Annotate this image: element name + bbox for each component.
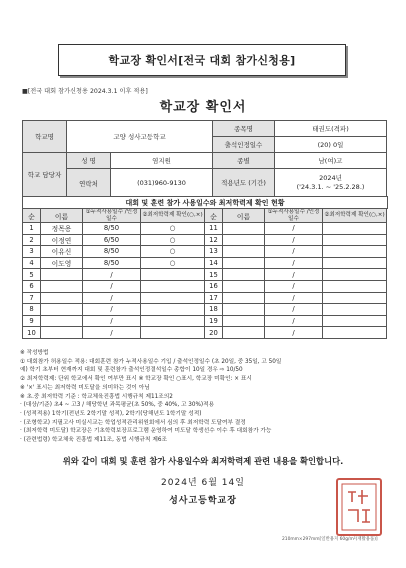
writing-guide <box>20 349 390 445</box>
row-days: / <box>265 315 323 327</box>
contact-label: 연락처 <box>67 169 111 198</box>
principal-signature: 성사고등학교장 <box>169 496 237 506</box>
row-min-check <box>141 269 205 281</box>
row-days: / <box>265 246 323 258</box>
row-name: 이정연 <box>41 234 83 246</box>
row-name <box>41 269 83 281</box>
col-min: ②최저학력제 확인(○,×) <box>141 209 205 223</box>
row-min-check <box>141 292 205 304</box>
table-row <box>23 304 387 316</box>
col-days-right: ①누적사용일수 /인정일수 <box>265 209 323 223</box>
row-name: 이유신 <box>41 246 83 258</box>
guide-line: ※ '×' 표시는 최저학력 미도달을 의미하는 것이 아님 <box>20 384 150 391</box>
row-min-check <box>323 234 387 246</box>
period-range: ('24.3.1. ~ '25.2.28.) <box>296 183 365 191</box>
row-days: 8/50 <box>83 246 141 258</box>
table-row <box>23 280 387 292</box>
row-days: / <box>83 327 141 339</box>
period-value <box>275 169 387 198</box>
row-min-check: ○ <box>141 257 205 269</box>
row-min-check <box>141 280 205 292</box>
table-row <box>23 315 387 327</box>
row-days: / <box>265 234 323 246</box>
position-label: 종별 <box>213 153 275 169</box>
row-number: 19 <box>205 315 223 327</box>
row-min-check <box>323 304 387 316</box>
row-days: / <box>83 269 141 281</box>
name-label: 성 명 <box>67 153 111 169</box>
applicability-note: ■[전국 대회 참가신청용 2024.3.1 이후 적용] <box>22 88 148 95</box>
row-min-check: ○ <box>141 246 205 258</box>
row-min-check <box>323 280 387 292</box>
row-days: / <box>265 304 323 316</box>
row-days: 8/50 <box>83 257 141 269</box>
official-seal <box>336 478 382 536</box>
row-name <box>223 292 265 304</box>
row-min-check <box>323 223 387 235</box>
row-number: 4 <box>23 257 41 269</box>
col-days: ①누적사용일수 /인정일수 <box>83 209 141 223</box>
event-label: 종목명 <box>213 121 275 137</box>
row-min-check <box>141 315 205 327</box>
row-number: 2 <box>23 234 41 246</box>
row-min-check <box>323 315 387 327</box>
guide-line: · (성적적용) 1학기(전년도 2학기말 성적), 2학기(당해년도 1학기말 성적) <box>20 410 202 417</box>
row-number: 5 <box>23 269 41 281</box>
row-number: 9 <box>23 315 41 327</box>
row-days: 6/50 <box>83 234 141 246</box>
row-number: 18 <box>205 304 223 316</box>
row-days: / <box>83 304 141 316</box>
row-min-check <box>141 304 205 316</box>
row-number: 14 <box>205 257 223 269</box>
row-min-check <box>323 257 387 269</box>
document-title: 학교장 확인서 <box>159 100 247 115</box>
row-days: / <box>265 292 323 304</box>
row-name <box>223 246 265 258</box>
guide-line: ※ 작성방법 <box>20 350 49 356</box>
row-number: 6 <box>23 280 41 292</box>
guide-line: ① 대회참가 허용일수 적용: 대회훈련 참가 누적사용일수 기입 / 출석인정일수 (초 20일, 중 35일, 고 50일 <box>20 358 282 365</box>
row-name <box>223 280 265 292</box>
banner-title: 학교장 확인서[전국 대회 참가신청용] <box>58 44 346 76</box>
row-days: / <box>83 280 141 292</box>
row-name <box>41 304 83 316</box>
seal-graphic <box>338 480 380 534</box>
paper-spec: 210mm×297mm[일반용지 60g/m²(재활용품)] <box>282 537 378 542</box>
table-row <box>23 292 387 304</box>
row-number: 16 <box>205 280 223 292</box>
guide-line: · (최저학력 미도달) 학교장은 기초학력보장프로그램 운영하여 미도달 학생선수 이수 후 대회참가 가능 <box>20 428 272 435</box>
row-min-check: ○ <box>141 234 205 246</box>
row-number: 10 <box>23 327 41 339</box>
table-row <box>23 234 387 246</box>
row-number: 7 <box>23 292 41 304</box>
name-value: 염지원 <box>111 153 213 169</box>
guide-line: · (조형학교) 지필고사 미실시교는 학업성적관리위원회에서 심의 후 최저학력 도달여부 결정 <box>20 419 246 426</box>
row-min-check <box>323 269 387 281</box>
days-label: 출석인정일수 <box>213 137 275 153</box>
row-days: / <box>265 257 323 269</box>
row-days: / <box>265 280 323 292</box>
row-min-check <box>323 246 387 258</box>
row-number: 15 <box>205 269 223 281</box>
period-label: 적용년도 (기간) <box>213 169 275 198</box>
row-number: 8 <box>23 304 41 316</box>
row-days: / <box>83 292 141 304</box>
row-min-check <box>323 327 387 339</box>
row-number: 1 <box>23 223 41 235</box>
row-name <box>223 304 265 316</box>
row-days: 8/50 <box>83 223 141 235</box>
guide-line: ※ 초.중 최저학력 기준 : 학교체육진흥법 시행규칙 제11조의2 <box>20 393 173 400</box>
row-name <box>41 292 83 304</box>
position-value: 남(여)고 <box>275 153 387 169</box>
table-row <box>23 223 387 235</box>
row-days: / <box>265 223 323 235</box>
row-number: 11 <box>205 223 223 235</box>
row-number: 13 <box>205 246 223 258</box>
table-row <box>23 269 387 281</box>
contact-value: (031)960-9130 <box>111 169 213 198</box>
row-number: 20 <box>205 327 223 339</box>
col-name: 이름 <box>41 209 83 223</box>
row-name <box>223 234 265 246</box>
row-name: 정목용 <box>41 223 83 235</box>
guide-line: 예) 학기 초부터 현재까지 대회 및 훈련참가 출석인정결석일수 총합이 10일 경우 ⇨ 10/50 <box>20 367 243 374</box>
row-days: / <box>265 269 323 281</box>
school-info-table <box>22 120 387 198</box>
closing-statement: 위와 같이 대회 및 훈련 참가 사용일수와 최저학력제 관련 내용을 확인합니다. <box>62 456 344 466</box>
row-days: / <box>83 315 141 327</box>
row-name <box>41 280 83 292</box>
row-number: 17 <box>205 292 223 304</box>
days-value: (20) 0일 <box>275 137 387 153</box>
guide-line: · (대상/기준) 초4 ~ 고3 / 해당학년 과목평균(초 50%, 중 40%, 고 30%)적용 <box>20 402 215 409</box>
row-number: 3 <box>23 246 41 258</box>
row-days: / <box>265 327 323 339</box>
row-min-check: ○ <box>141 223 205 235</box>
participants-table <box>22 208 387 339</box>
row-name: 이도영 <box>41 257 83 269</box>
row-min-check <box>141 327 205 339</box>
guide-line: · (관련법령) 학교체육 진흥법 제11조, 동법 시행규칙 제6조 <box>20 437 167 444</box>
table-row <box>23 257 387 269</box>
school-name: 고양 성사고등학교 <box>67 121 213 153</box>
issue-date: 2024년 6월 14일 <box>161 478 245 488</box>
row-name <box>223 315 265 327</box>
event-value: 태권도(격파) <box>275 121 387 137</box>
row-name <box>41 315 83 327</box>
col-no: 순 <box>23 209 41 223</box>
manager-group-label: 학교 담당자 <box>23 153 67 198</box>
col-name-right: 이름 <box>223 209 265 223</box>
row-number: 12 <box>205 234 223 246</box>
col-min-right: ②최저학력제 확인(○,×) <box>323 209 387 223</box>
table-row <box>23 327 387 339</box>
row-min-check <box>323 292 387 304</box>
row-name <box>223 223 265 235</box>
guide-line: ② 최저학력제: 단위 학교에서 확인 여부만 표시 ※ 학교장 확인 ○표시, 학교장 미확인: × 표시 <box>20 376 252 383</box>
row-name <box>223 327 265 339</box>
table-row <box>23 246 387 258</box>
section-heading: 대회 및 훈련 참가 사용일수와 최저학력제 확인 현황 <box>22 196 388 209</box>
row-name <box>223 269 265 281</box>
school-label: 학교명 <box>23 121 67 153</box>
row-name <box>223 257 265 269</box>
col-no-right: 순 <box>205 209 223 223</box>
period-year: 2024년 <box>319 174 342 182</box>
row-name <box>41 327 83 339</box>
